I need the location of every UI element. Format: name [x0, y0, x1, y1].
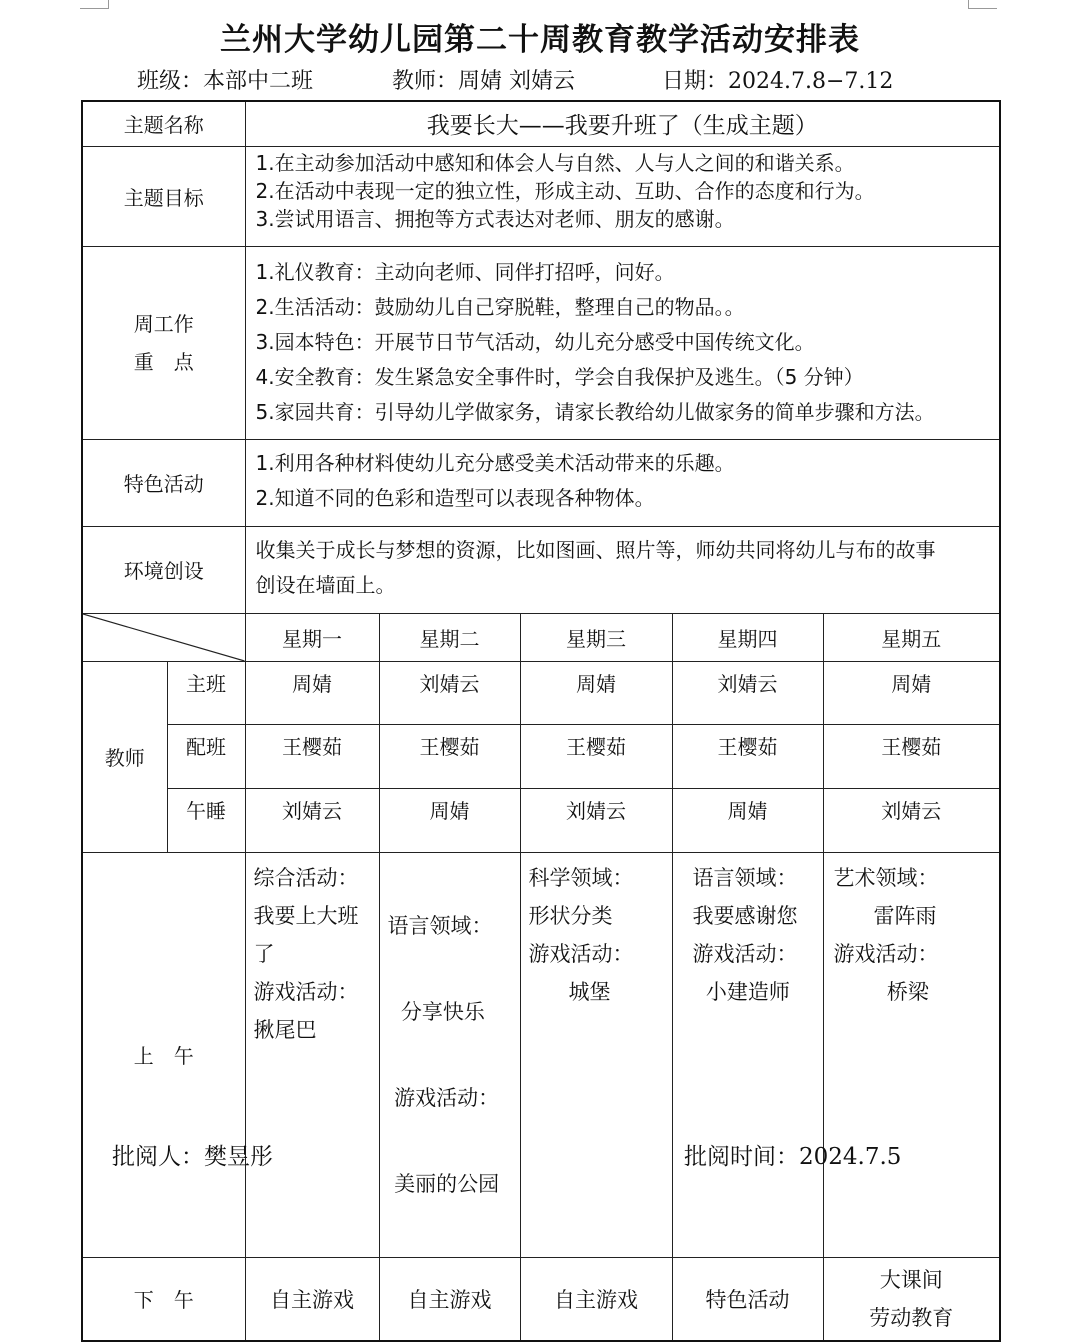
page-corner-mark-left [80, 0, 109, 9]
focus-line: 5.家园共育：引导幼儿学做家务，请家长教给幼儿做家务的简单步骤和方法。 [255, 400, 935, 424]
reviewer: 批阅人：樊昱彤 [112, 1144, 273, 1170]
focus-line: 3.园本特色：开展节日节气活动，幼儿充分感受中国传统文化。 [255, 330, 815, 354]
theme-name-value: 我要长大——我要升班了（生成主题） [245, 101, 1000, 146]
teacher-cell: 周婧 [245, 661, 379, 724]
activity-line: 雷阵雨 [833, 903, 937, 928]
teacher-cell: 周婧 [823, 661, 1000, 724]
activity-line: 美丽的公园 [387, 1171, 500, 1196]
weekday-header: 星期四 [672, 613, 823, 661]
teacher-cell: 周婧 [379, 788, 520, 852]
teacher-cell: 王樱茹 [379, 724, 520, 788]
teacher-cell: 王樱茹 [823, 724, 1000, 788]
week-focus-content [245, 246, 1000, 439]
morning-cell-fri [823, 852, 1000, 1257]
afternoon-cell: 自主游戏 [520, 1257, 672, 1341]
weekday-header: 星期一 [245, 613, 379, 661]
theme-goals-row [82, 146, 1000, 246]
environment-row [82, 526, 1000, 613]
environment-content [245, 526, 1000, 613]
activity-line: 城堡 [528, 979, 611, 1004]
focus-line: 4.安全教育：发生紧急安全事件时，学会自我保护及逃生。（5 分钟） [255, 365, 864, 389]
week-focus-label [82, 246, 245, 439]
goal-line: 3.尝试用语言、拥抱等方式表达对老师、朋友的感谢。 [255, 206, 735, 231]
afternoon-line: 大课间 [879, 1267, 943, 1292]
teacher-cell: 王樱茹 [245, 724, 379, 788]
afternoon-row [82, 1257, 1000, 1341]
role-label-main: 主班 [167, 661, 245, 724]
week-focus-row [82, 246, 1000, 439]
special-activity-row [82, 439, 1000, 526]
teacher-cell: 刘婧云 [379, 661, 520, 724]
afternoon-cell: 特色活动 [672, 1257, 823, 1341]
teacher-cell: 王樱茹 [672, 724, 823, 788]
activity-line: 游戏活动： [387, 1085, 500, 1110]
special-activity-content [245, 439, 1000, 526]
teacher-cell: 刘婧云 [672, 661, 823, 724]
activity-line: 我要感谢您 [692, 903, 798, 928]
teacher-cell: 刘婧云 [520, 788, 672, 852]
afternoon-cell: 自主游戏 [245, 1257, 379, 1341]
page-title: 兰州大学幼儿园第二十周教育教学活动安排表 [220, 22, 860, 58]
teacher-cell: 刘婧云 [245, 788, 379, 852]
teacher-cell: 周婧 [672, 788, 823, 852]
morning-row [82, 852, 1000, 1257]
teacher-assistant-row [82, 724, 1000, 788]
special-line: 1.利用各种材料使幼儿充分感受美术活动带来的乐趣。 [255, 450, 735, 475]
theme-name-label: 主题名称 [82, 101, 245, 146]
weekday-header: 星期三 [520, 613, 672, 661]
theme-goals-label: 主题目标 [82, 146, 245, 246]
teacher-cell: 周婧 [520, 661, 672, 724]
theme-name-row [82, 101, 1000, 146]
focus-line: 1.礼仪教育：主动向老师、同伴打招呼，问好。 [255, 260, 675, 284]
special-line: 2.知道不同的色彩和造型可以表现各种物体。 [255, 485, 655, 510]
morning-cell-thu [672, 852, 823, 1257]
special-activity-label: 特色活动 [82, 439, 245, 526]
activity-line: 语言领域： [387, 913, 493, 938]
class-info: 班级：本部中二班 [137, 69, 314, 94]
weekday-header: 星期二 [379, 613, 520, 661]
morning-label: 上 午 [82, 852, 245, 1257]
afternoon-cell-fri [823, 1257, 1000, 1341]
morning-cell-wed [520, 852, 672, 1257]
environment-line: 收集关于成长与梦想的资源，比如图画、照片等，师幼共同将幼儿与布的故事 [255, 537, 936, 562]
diagonal-header-cell [82, 613, 245, 661]
environment-line: 创设在墙面上。 [255, 572, 396, 597]
activity-line: 语言领域： [692, 865, 798, 890]
activity-line: 揪尾巴 [253, 1017, 317, 1042]
info-bar [0, 64, 1080, 98]
activity-line: 综合活动： [253, 865, 359, 890]
teacher-cell: 王樱茹 [520, 724, 672, 788]
teacher-info: 教师：周婧 刘婧云 [392, 69, 575, 94]
review-time: 批阅时间：2024.7.5 [684, 1144, 902, 1170]
activity-line: 艺术领域： [833, 865, 939, 890]
morning-cell-tue [379, 852, 520, 1257]
teacher-nap-row [82, 788, 1000, 852]
activity-line: 科学领域： [528, 865, 634, 890]
activity-line: 我要上大班 [253, 903, 359, 928]
goal-line: 2.在活动中表现一定的独立性，形成主动、互助、合作的态度和行为。 [255, 178, 875, 203]
focus-line: 2.生活活动：鼓励幼儿自己穿脱鞋，整理自己的物品。。 [255, 295, 745, 319]
page-corner-mark-right [968, 0, 997, 9]
activity-line: 游戏活动： [253, 979, 359, 1004]
teacher-cell: 刘婧云 [823, 788, 1000, 852]
activity-line: 游戏活动： [692, 941, 798, 966]
afternoon-line: 劳动教育 [869, 1305, 954, 1330]
activity-line: 小建造师 [692, 979, 790, 1004]
date-info: 日期：2024.7.8−7.12 [662, 69, 894, 94]
activity-line: 分享快乐 [387, 999, 485, 1024]
activity-line: 游戏活动： [528, 941, 634, 966]
morning-cell-mon [245, 852, 379, 1257]
activity-line: 形状分类 [528, 903, 613, 928]
afternoon-cell: 自主游戏 [379, 1257, 520, 1341]
weekday-header-row [82, 613, 1000, 661]
week-focus-label-line1: 周工作 [133, 311, 194, 336]
activity-line: 桥梁 [833, 979, 929, 1004]
afternoon-label: 下 午 [82, 1257, 245, 1341]
goal-line: 1.在主动参加活动中感知和体会人与自然、人与人之间的和谐关系。 [255, 150, 855, 175]
activity-line: 游戏活动： [833, 941, 939, 966]
environment-label: 环境创设 [82, 526, 245, 613]
week-focus-label-line2: 重 点 [133, 349, 194, 374]
diagonal-line [83, 614, 245, 661]
role-label-nap: 午睡 [167, 788, 245, 852]
role-label-assistant: 配班 [167, 724, 245, 788]
activity-line: 了 [253, 941, 275, 966]
teacher-main-row [82, 661, 1000, 724]
theme-goals-content [245, 146, 1000, 246]
teacher-group-label: 教师 [82, 661, 167, 852]
weekday-header: 星期五 [823, 613, 1000, 661]
